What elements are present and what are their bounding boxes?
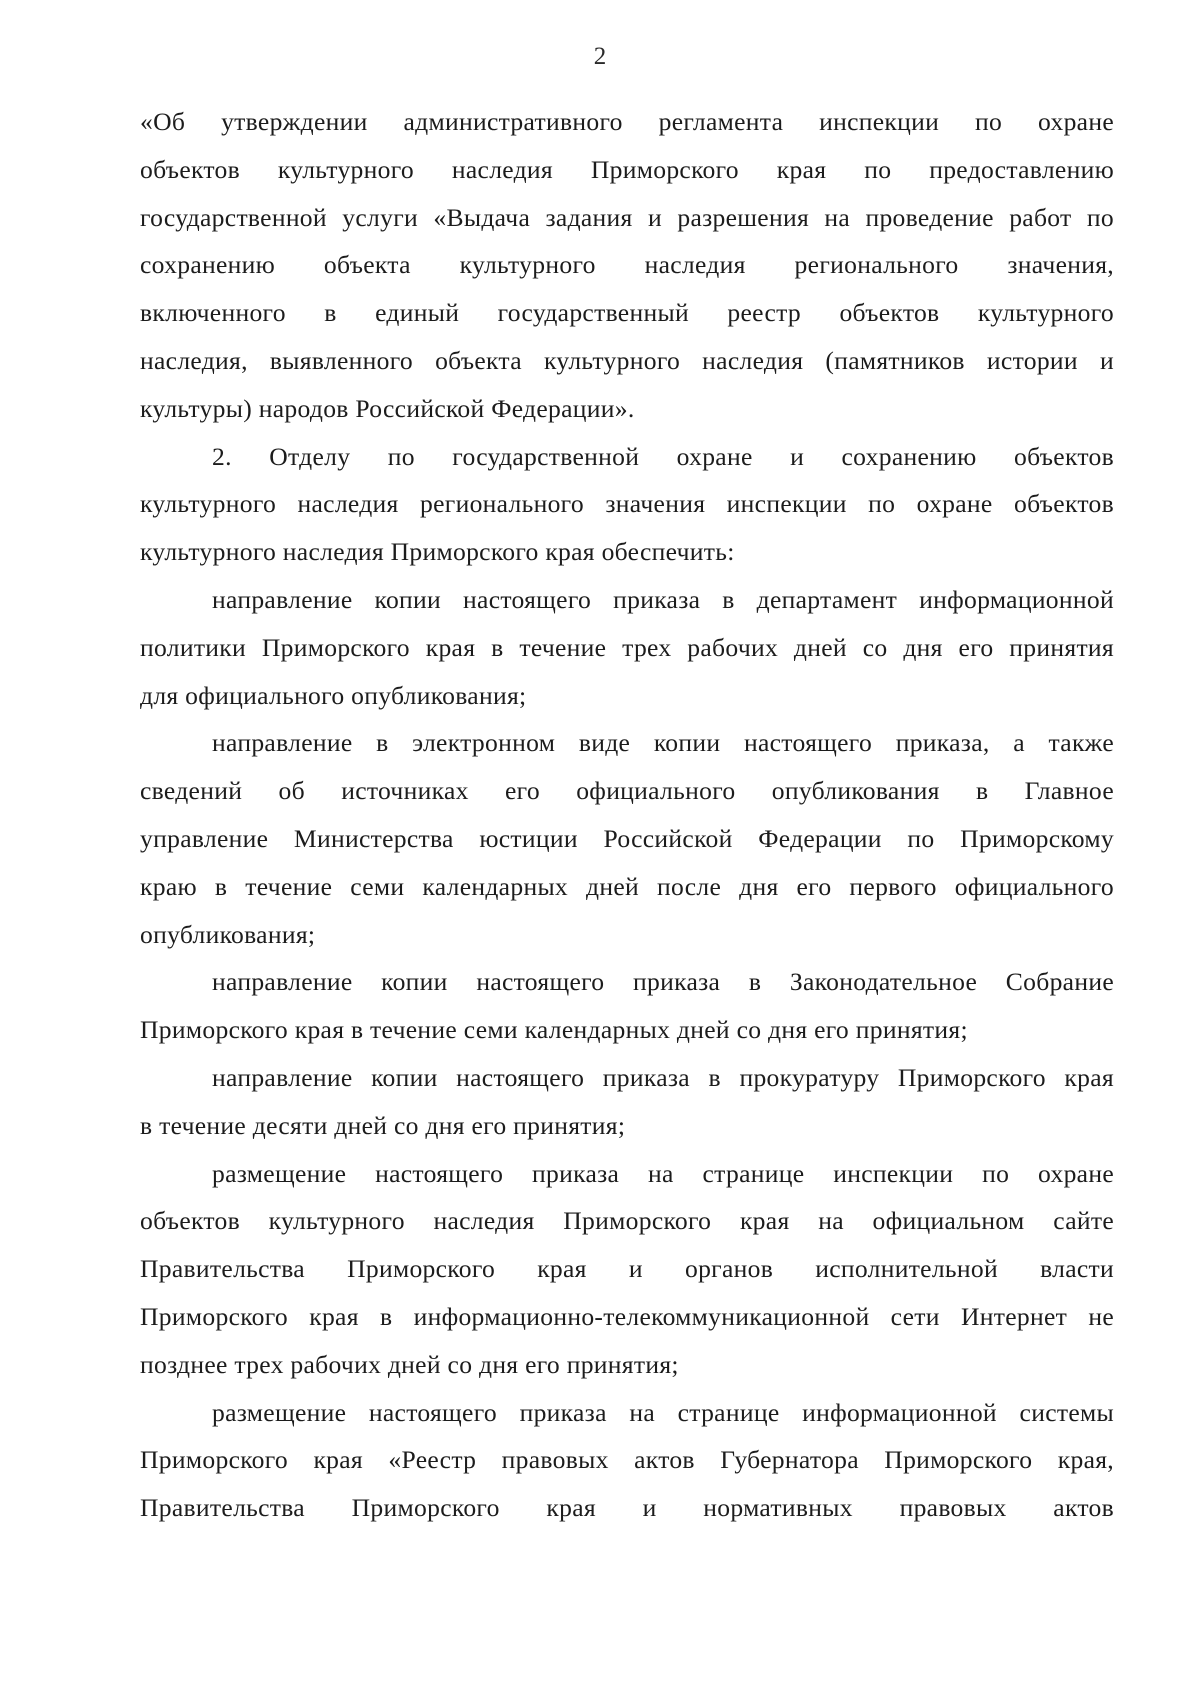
text-line: объектов культурного наследия Приморского края на официальном сайте bbox=[140, 1206, 1114, 1236]
text-line: политики Приморского края в течение трех рабочих дней со дня его принятия bbox=[140, 632, 1114, 662]
text-line: культуры) народов Российской Федерации». bbox=[140, 393, 635, 423]
paragraph-first-line: 2. Отделу по государственной охране и сохранению объектов bbox=[212, 441, 1114, 471]
page-number: 2 bbox=[593, 43, 607, 70]
text-line: позднее трех рабочих дней со дня его принятия; bbox=[140, 1349, 679, 1379]
text-line: включенного в единый государственный реестр объектов культурного bbox=[140, 298, 1114, 328]
text-line: в течение десяти дней со дня его принятия; bbox=[140, 1110, 626, 1140]
paragraph-first-line: направление копии настоящего приказа в Законодательное Собрание bbox=[212, 967, 1114, 997]
paragraph-first-line: направление в электронном виде копии настоящего приказа, а также bbox=[212, 728, 1114, 758]
text-line: сохранению объекта культурного наследия регионального значения, bbox=[140, 250, 1114, 280]
text-line: Приморского края в течение семи календарных дней со дня его принятия; bbox=[140, 1015, 968, 1045]
text-line: для официального опубликования; bbox=[140, 680, 527, 710]
text-line: Правительства Приморского края и нормативных правовых актов bbox=[140, 1493, 1114, 1523]
text-line: сведений об источниках его официального опубликования в Главное bbox=[140, 776, 1114, 806]
text-line: объектов культурного наследия Приморского края по предоставлению bbox=[140, 154, 1114, 184]
paragraph-first-line: направление копии настоящего приказа в департамент информационной bbox=[212, 584, 1114, 614]
text-line: управление Министерства юстиции Российской Федерации по Приморскому bbox=[140, 823, 1114, 853]
paragraph-first-line: размещение настоящего приказа на странице инспекции по охране bbox=[212, 1158, 1114, 1188]
text-line: краю в течение семи календарных дней после дня его первого официального bbox=[140, 871, 1114, 901]
text-line: «Об утверждении административного регламента инспекции по охране bbox=[140, 107, 1114, 136]
text-line: Приморского края «Реестр правовых актов Губернатора Приморского края, bbox=[140, 1445, 1114, 1475]
paragraph-first-line: направление копии настоящего приказа в прокуратуру Приморского края bbox=[212, 1062, 1114, 1092]
text-line: государственной услуги «Выдача задания и разрешения на проведение работ по bbox=[140, 202, 1114, 232]
text-line: Приморского края в информационно-телекоммуникационной сети Интернет не bbox=[140, 1301, 1114, 1331]
paragraph-first-line: размещение настоящего приказа на странице информационной системы bbox=[212, 1397, 1114, 1427]
document-body bbox=[140, 98, 1114, 1532]
text-line: культурного наследия регионального значения инспекции по охране объектов bbox=[140, 489, 1114, 519]
text-line: опубликования; bbox=[140, 919, 316, 949]
text-line: культурного наследия Приморского края обеспечить: bbox=[140, 537, 735, 567]
text-line: Правительства Приморского края и органов исполнительной власти bbox=[140, 1254, 1114, 1284]
text-line: наследия, выявленного объекта культурного наследия (памятников истории и bbox=[140, 345, 1114, 375]
